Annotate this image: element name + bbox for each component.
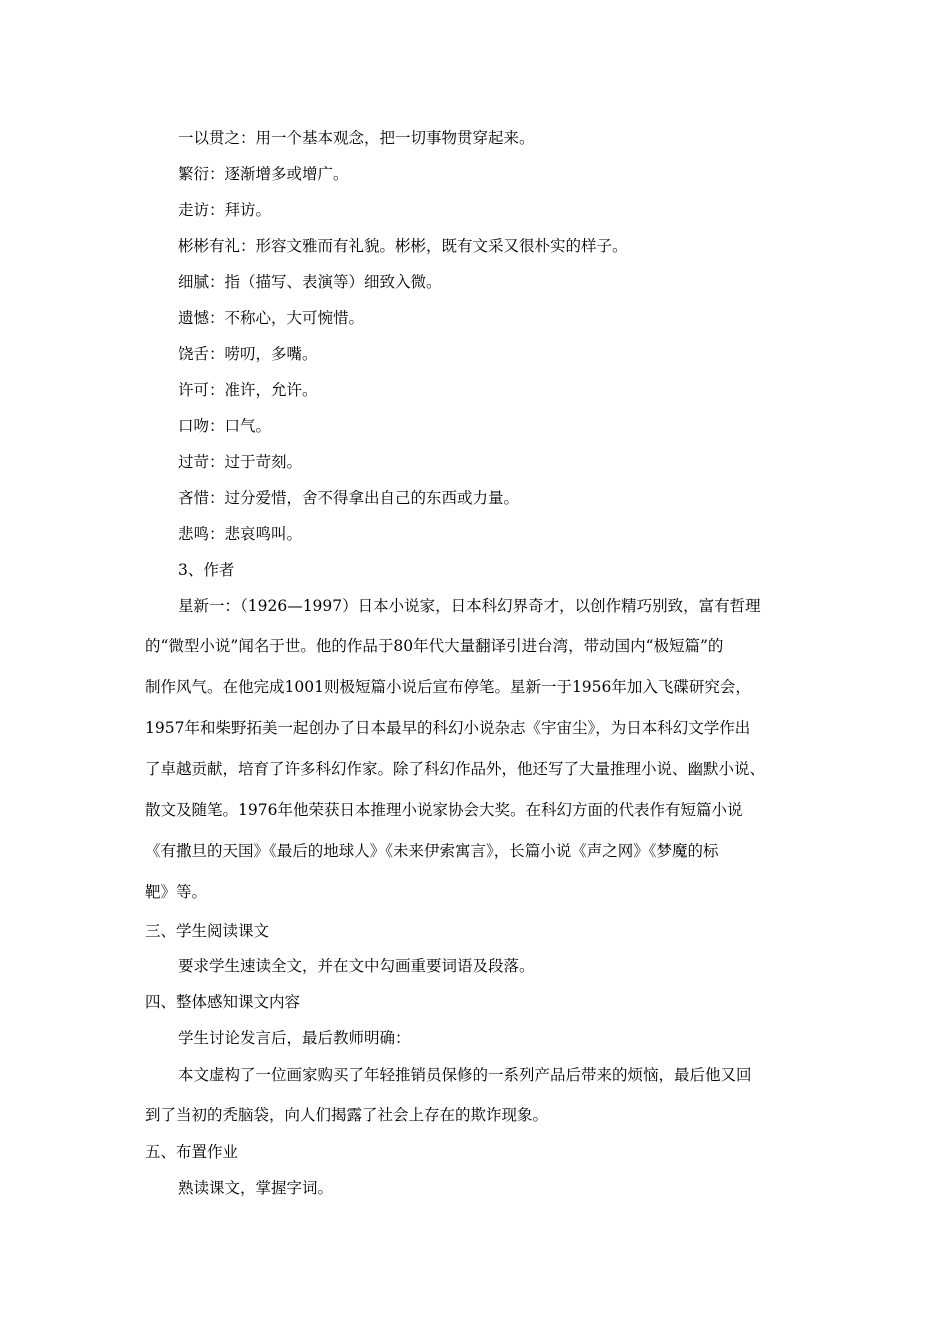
section-heading: 三、学生阅读课文 [145, 922, 270, 940]
definition-item: 繁衍：逐渐增多或增广。 [178, 165, 349, 183]
definition-item: 悲鸣：悲哀鸣叫。 [178, 525, 303, 543]
author-paragraph-line: 1957年和柴野拓美一起创办了日本最早的科幻小说杂志《宇宙尘》，为日本科幻文学作出 [145, 719, 751, 737]
definition-item: 细腻：指（描写、表演等）细致入微。 [178, 273, 442, 291]
definition-item: 遗憾：不称心，大可惋惜。 [178, 309, 365, 327]
author-paragraph-line: 星新一：（1926—1997）日本小说家，日本科幻界奇才，以创作精巧别致，富有哲理 [178, 597, 761, 615]
section-heading: 四、整体感知课文内容 [145, 993, 301, 1011]
author-paragraph-line: 散文及随笔。1976年他荣获日本推理小说家协会大奖。在科幻方面的代表作有短篇小说 [145, 801, 743, 819]
section-body-line: 到了当初的秃脑袋，向人们揭露了社会上存在的欺诈现象。 [145, 1106, 549, 1124]
section-body-line: 本文虚构了一位画家购买了年轻推销员保修的一系列产品后带来的烦恼，最后他又回 [178, 1066, 752, 1084]
definition-item: 过苛：过于苛刻。 [178, 453, 303, 471]
section-body: 要求学生速读全文，并在文中勾画重要词语及段落。 [178, 957, 535, 975]
section-body: 熟读课文，掌握字词。 [178, 1179, 334, 1197]
author-paragraph-line: 制作风气。在他完成1001则极短篇小说后宣布停笔。星新一于1956年加入飞碟研究会， [145, 678, 751, 696]
author-paragraph-line: 了卓越贡献，培育了许多科幻作家。除了科幻作品外，他还写了大量推理小说、幽默小说、 [145, 760, 766, 778]
section-body: 学生讨论发言后，最后教师明确： [178, 1029, 411, 1047]
definition-item: 口吻：口气。 [178, 417, 272, 435]
definition-item: 彬彬有礼：形容文雅而有礼貌。彬彬，既有文采又很朴实的样子。 [178, 237, 628, 255]
author-paragraph-line: 《有撒旦的天国》《最后的地球人》《未来伊索寓言》，长篇小说《声之网》《梦魔的标 [145, 842, 719, 860]
definition-item: 许可：准许，允许。 [178, 381, 318, 399]
definition-item: 走访：拜访。 [178, 201, 272, 219]
section-heading: 五、布置作业 [145, 1143, 239, 1161]
definition-item: 一以贯之：用一个基本观念，把一切事物贯穿起来。 [178, 129, 535, 147]
author-paragraph-line: 靶》等。 [145, 883, 208, 901]
definition-item: 饶舌：唠叨，多嘴。 [178, 345, 318, 363]
author-paragraph-line: 的“微型小说”闻名于世。他的作品于80年代大量翻译引进台湾，带动国内“极短篇”的 [145, 637, 724, 655]
author-heading: 3、作者 [178, 561, 235, 579]
definition-item: 吝惜：过分爱惜，舍不得拿出自己的东西或力量。 [178, 489, 520, 507]
